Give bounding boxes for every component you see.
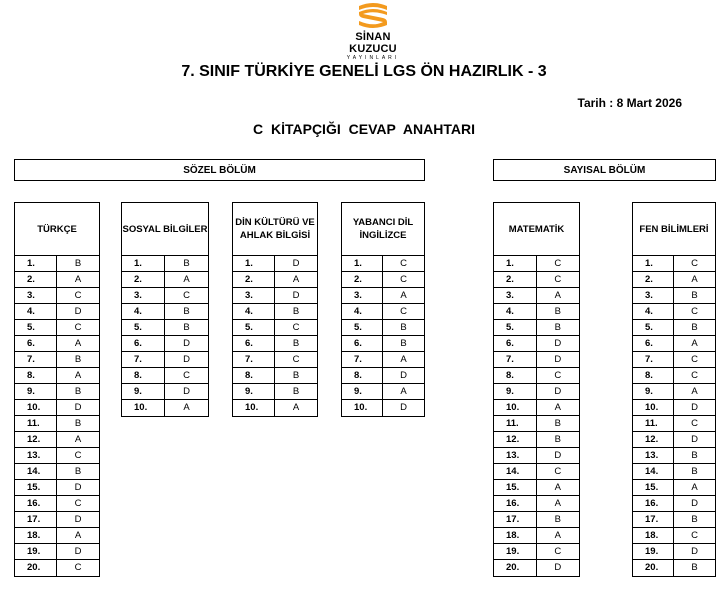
answer-column-sosyal [121, 202, 209, 417]
question-number: 14. [633, 464, 674, 479]
answer-letter: B [74, 418, 82, 429]
answer-row [342, 288, 424, 304]
question-number: 11. [15, 416, 57, 431]
answer-row [233, 320, 317, 336]
answer-row [15, 400, 99, 416]
question-number: 5. [233, 320, 275, 335]
answer-column-ingilizce [341, 202, 425, 417]
question-number: 4. [122, 304, 165, 319]
answer-letter: D [554, 562, 562, 573]
answer-row [233, 352, 317, 368]
answer-letter: B [691, 466, 698, 477]
answer-letter: B [292, 306, 300, 317]
answer-letter: D [554, 354, 562, 365]
answer-letter: A [554, 402, 561, 413]
answer-letter: C [554, 274, 562, 285]
answer-letter: C [183, 290, 190, 301]
answer-column-matematik [493, 202, 580, 577]
answer-letter: C [554, 258, 562, 269]
question-number: 5. [342, 320, 383, 335]
answer-letter: B [74, 466, 82, 477]
answer-letter: C [400, 258, 407, 269]
answer-letter: B [691, 322, 698, 333]
answer-row [122, 320, 208, 336]
answer-letter: A [554, 482, 561, 493]
answer-row [233, 336, 317, 352]
answer-row [122, 288, 208, 304]
question-number: 4. [15, 304, 57, 319]
question-number: 18. [15, 528, 57, 543]
answer-letter: B [554, 418, 561, 429]
question-number: 9. [342, 384, 383, 399]
publisher-logo [333, 0, 413, 61]
column-title: FEN BİLİMLERİ [633, 203, 715, 256]
question-number: 9. [633, 384, 674, 399]
question-number: 5. [15, 320, 57, 335]
brand-subtitle: YAYINLARI [346, 55, 400, 61]
answer-row [15, 320, 99, 336]
answer-letter: A [554, 530, 561, 541]
answer-letter: B [691, 450, 698, 461]
answer-row [633, 448, 715, 464]
answer-row [342, 320, 424, 336]
answer-row [233, 400, 317, 416]
answer-letter: B [74, 354, 82, 365]
answer-row [15, 512, 99, 528]
answer-row [342, 304, 424, 320]
answer-letter: A [183, 402, 190, 413]
answer-row [233, 256, 317, 272]
answer-letter: C [691, 530, 698, 541]
answer-row [633, 352, 715, 368]
question-number: 20. [494, 560, 537, 576]
column-title: MATEMATİK [494, 203, 579, 256]
answer-letter: B [400, 338, 407, 349]
answer-letter: D [74, 402, 82, 413]
answer-letter: A [691, 482, 698, 493]
answer-row [15, 272, 99, 288]
answer-letter: D [400, 402, 407, 413]
question-number: 10. [122, 400, 165, 416]
question-number: 11. [494, 416, 537, 431]
question-number: 9. [494, 384, 537, 399]
answer-letter: C [691, 306, 698, 317]
question-number: 12. [494, 432, 537, 447]
question-number: 15. [633, 480, 674, 495]
answer-letter: B [292, 386, 300, 397]
answer-letter: C [292, 322, 300, 333]
answer-letter: B [554, 514, 561, 525]
answer-row [15, 464, 99, 480]
question-number: 13. [633, 448, 674, 463]
answer-letter: D [74, 546, 82, 557]
answer-row [494, 368, 579, 384]
answer-column-turkce [14, 202, 100, 577]
answer-letter: A [400, 354, 407, 365]
answer-row [633, 560, 715, 576]
answer-row [494, 320, 579, 336]
answer-row [633, 464, 715, 480]
question-number: 19. [494, 544, 537, 559]
answer-letter: D [400, 370, 407, 381]
answer-row [15, 368, 99, 384]
question-number: 20. [15, 560, 57, 576]
answer-row [633, 512, 715, 528]
question-number: 19. [633, 544, 674, 559]
question-number: 10. [233, 400, 275, 416]
answer-row [633, 336, 715, 352]
question-number: 17. [633, 512, 674, 527]
answer-letter: B [292, 338, 300, 349]
answer-row [342, 384, 424, 400]
booklet-title: C KİTAPÇIĞI CEVAP ANAHTARI [252, 121, 475, 137]
answer-letter: C [691, 370, 698, 381]
answer-letter: D [691, 402, 698, 413]
answer-letter: C [554, 546, 562, 557]
question-number: 4. [633, 304, 674, 319]
question-number: 16. [494, 496, 537, 511]
question-number: 8. [342, 368, 383, 383]
answer-letter: D [74, 306, 82, 317]
question-number: 10. [494, 400, 537, 415]
question-number: 1. [233, 256, 275, 271]
answer-letter: B [554, 306, 561, 317]
answer-row [342, 352, 424, 368]
column-title: YABANCI DİL İNGİLİZCE [342, 203, 424, 256]
question-number: 2. [15, 272, 57, 287]
question-number: 6. [342, 336, 383, 351]
question-number: 3. [15, 288, 57, 303]
question-number: 2. [494, 272, 537, 287]
question-number: 4. [342, 304, 383, 319]
question-number: 11. [633, 416, 674, 431]
answer-row [633, 496, 715, 512]
answer-row [494, 352, 579, 368]
question-number: 6. [15, 336, 57, 351]
book-stack-icon [353, 0, 393, 30]
answer-row [633, 432, 715, 448]
answer-letter: A [691, 386, 698, 397]
answer-letter: D [183, 354, 190, 365]
answer-row [633, 416, 715, 432]
answer-row [15, 448, 99, 464]
answer-letter: C [691, 258, 698, 269]
answer-row [233, 272, 317, 288]
answer-row [15, 416, 99, 432]
answer-row [122, 336, 208, 352]
answer-letter: B [691, 290, 698, 301]
question-number: 18. [494, 528, 537, 543]
question-number: 10. [633, 400, 674, 415]
answer-letter: C [691, 418, 698, 429]
answer-row [633, 400, 715, 416]
question-number: 19. [15, 544, 57, 559]
answer-row [494, 384, 579, 400]
answer-letter: B [74, 386, 82, 397]
question-number: 14. [15, 464, 57, 479]
question-number: 3. [122, 288, 165, 303]
question-number: 5. [633, 320, 674, 335]
question-number: 7. [342, 352, 383, 367]
answer-column-fen [632, 202, 716, 577]
answer-letter: C [554, 370, 562, 381]
answer-letter: D [74, 482, 82, 493]
question-number: 18. [633, 528, 674, 543]
answer-letter: D [183, 338, 190, 349]
answer-letter: A [554, 290, 561, 301]
answer-row [342, 272, 424, 288]
answer-row [15, 352, 99, 368]
answer-row [494, 432, 579, 448]
answer-letter: B [691, 562, 698, 573]
answer-letter: C [400, 306, 407, 317]
answer-row [15, 336, 99, 352]
answer-letter: B [554, 434, 561, 445]
question-number: 12. [15, 432, 57, 447]
answer-row [122, 256, 208, 272]
question-number: 7. [233, 352, 275, 367]
answer-row [633, 368, 715, 384]
answer-letter: D [292, 290, 300, 301]
question-number: 3. [633, 288, 674, 303]
question-number: 6. [233, 336, 275, 351]
question-number: 7. [633, 352, 674, 367]
question-number: 8. [15, 368, 57, 383]
answer-letter: D [292, 258, 300, 269]
answer-letter: C [400, 274, 407, 285]
question-number: 8. [633, 368, 674, 383]
answer-row [494, 416, 579, 432]
answer-row [122, 272, 208, 288]
answer-row [494, 288, 579, 304]
answer-row [494, 544, 579, 560]
answer-row [494, 528, 579, 544]
answer-row [494, 272, 579, 288]
answer-row [494, 336, 579, 352]
question-number: 7. [494, 352, 537, 367]
question-number: 4. [494, 304, 537, 319]
answer-row [633, 304, 715, 320]
answer-row [15, 384, 99, 400]
answer-row [494, 560, 579, 576]
answer-row [342, 336, 424, 352]
answer-letter: B [74, 258, 82, 269]
answer-row [15, 288, 99, 304]
question-number: 8. [233, 368, 275, 383]
answer-letter: A [691, 274, 698, 285]
answer-letter: C [74, 290, 82, 301]
answer-row [494, 512, 579, 528]
answer-column-din [232, 202, 318, 417]
question-number: 7. [15, 352, 57, 367]
answer-letter: A [183, 274, 190, 285]
answer-letter: D [74, 514, 82, 525]
answer-row [122, 304, 208, 320]
answer-letter: A [74, 274, 82, 285]
question-number: 2. [342, 272, 383, 287]
answer-letter: A [400, 290, 407, 301]
question-number: 2. [233, 272, 275, 287]
question-number: 8. [122, 368, 165, 383]
question-number: 17. [494, 512, 537, 527]
answer-letter: A [292, 274, 300, 285]
answer-row [633, 272, 715, 288]
question-number: 9. [233, 384, 275, 399]
question-number: 1. [342, 256, 383, 271]
answer-letter: C [74, 562, 82, 573]
answer-row [122, 352, 208, 368]
answer-row [15, 496, 99, 512]
answer-letter: B [400, 322, 407, 333]
answer-row [494, 256, 579, 272]
answer-row [633, 528, 715, 544]
question-number: 13. [15, 448, 57, 463]
answer-row [633, 544, 715, 560]
answer-letter: B [292, 370, 300, 381]
answer-row [233, 368, 317, 384]
answer-letter: A [554, 498, 561, 509]
answer-letter: B [691, 514, 698, 525]
answer-letter: A [74, 530, 82, 541]
question-number: 10. [342, 400, 383, 416]
answer-row [15, 528, 99, 544]
question-number: 10. [15, 400, 57, 415]
question-number: 2. [122, 272, 165, 287]
exam-date: Tarih : 8 Mart 2026 [577, 96, 682, 110]
question-number: 15. [15, 480, 57, 495]
answer-row [122, 368, 208, 384]
question-number: 12. [633, 432, 674, 447]
question-number: 6. [633, 336, 674, 351]
question-number: 6. [122, 336, 165, 351]
answer-row [494, 480, 579, 496]
answer-letter: C [74, 498, 82, 509]
answer-row [233, 384, 317, 400]
answer-letter: D [554, 450, 562, 461]
answer-row [342, 368, 424, 384]
answer-row [15, 560, 99, 576]
answer-row [633, 288, 715, 304]
question-number: 1. [122, 256, 165, 271]
page-title: 7. SINIF TÜRKİYE GENELİ LGS ÖN HAZIRLIK - 3 [181, 63, 547, 80]
answer-letter: B [183, 306, 190, 317]
answer-row [633, 320, 715, 336]
answer-row [15, 544, 99, 560]
answer-letter: B [554, 322, 561, 333]
answer-letter: C [74, 322, 82, 333]
question-number: 1. [494, 256, 537, 271]
answer-row [342, 256, 424, 272]
question-number: 8. [494, 368, 537, 383]
question-number: 13. [494, 448, 537, 463]
answer-row [122, 384, 208, 400]
answer-row [494, 400, 579, 416]
question-number: 1. [633, 256, 674, 271]
answer-row [122, 400, 208, 416]
answer-letter: B [183, 258, 190, 269]
question-number: 3. [233, 288, 275, 303]
column-title: TÜRKÇE [15, 203, 99, 256]
question-number: 6. [494, 336, 537, 351]
answer-letter: A [691, 338, 698, 349]
question-number: 16. [633, 496, 674, 511]
question-number: 5. [122, 320, 165, 335]
answer-letter: C [74, 450, 82, 461]
answer-letter: D [691, 498, 698, 509]
answer-letter: D [691, 434, 698, 445]
answer-row [233, 304, 317, 320]
answer-row [342, 400, 424, 416]
answer-letter: C [554, 466, 562, 477]
column-title: DİN KÜLTÜRÜ VE AHLAK BİLGİSİ [233, 203, 317, 256]
answer-row [633, 256, 715, 272]
answer-row [15, 256, 99, 272]
answer-row [633, 384, 715, 400]
answer-letter: B [183, 322, 190, 333]
answer-row [15, 304, 99, 320]
question-number: 3. [342, 288, 383, 303]
question-number: 3. [494, 288, 537, 303]
column-title: SOSYAL BİLGİLER [122, 203, 208, 256]
answer-row [15, 480, 99, 496]
answer-row [494, 448, 579, 464]
question-number: 14. [494, 464, 537, 479]
answer-letter: C [183, 370, 190, 381]
answer-row [494, 464, 579, 480]
question-number: 9. [15, 384, 57, 399]
brand-name: SİNAN KUZUCU [349, 31, 397, 55]
question-number: 5. [494, 320, 537, 335]
question-number: 17. [15, 512, 57, 527]
answer-row [15, 432, 99, 448]
answer-row [494, 496, 579, 512]
answer-letter: A [400, 386, 407, 397]
answer-letter: D [554, 338, 562, 349]
sozel-section-header: SÖZEL BÖLÜM [14, 159, 425, 181]
answer-row [233, 288, 317, 304]
question-number: 15. [494, 480, 537, 495]
sayisal-section-header: SAYISAL BÖLÜM [493, 159, 716, 181]
answer-letter: D [183, 386, 190, 397]
answer-letter: A [74, 434, 82, 445]
answer-letter: A [74, 370, 82, 381]
answer-letter: A [74, 338, 82, 349]
question-number: 2. [633, 272, 674, 287]
question-number: 16. [15, 496, 57, 511]
question-number: 9. [122, 384, 165, 399]
answer-row [633, 480, 715, 496]
answer-letter: A [292, 402, 300, 413]
question-number: 4. [233, 304, 275, 319]
question-number: 1. [15, 256, 57, 271]
answer-row [494, 304, 579, 320]
answer-letter: D [554, 386, 562, 397]
answer-letter: C [691, 354, 698, 365]
answer-letter: C [292, 354, 300, 365]
question-number: 7. [122, 352, 165, 367]
answer-letter: D [691, 546, 698, 557]
question-number: 20. [633, 560, 674, 576]
